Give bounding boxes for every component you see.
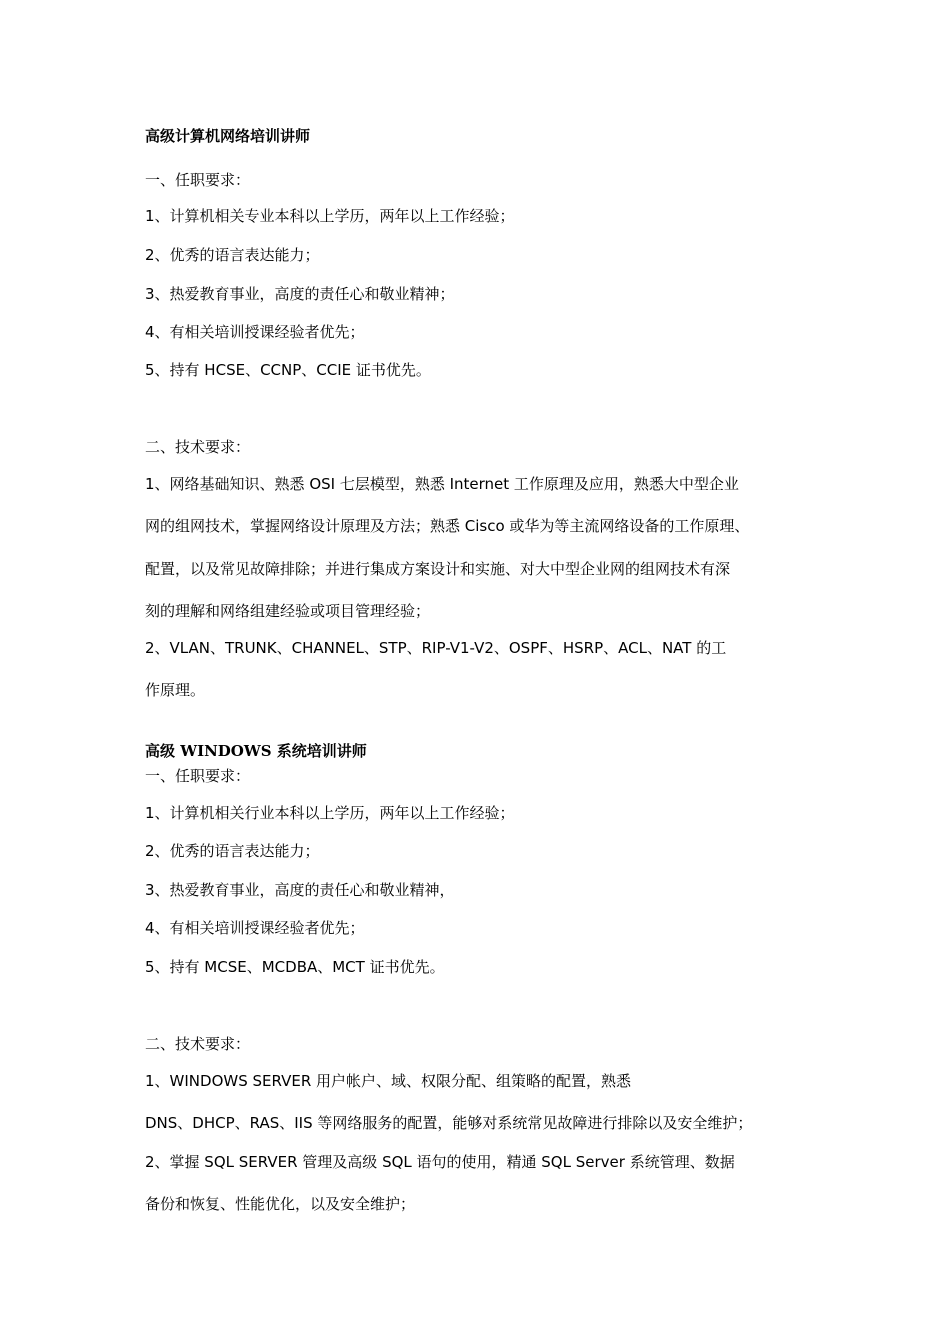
section1-tech-req-line: 配置，以及常见故障排除；并进行集成方案设计和实施、对大中型企业网的组网技术有深 (145, 560, 731, 578)
section1-tech-req-line: 刻的理解和网络组建经验或项目管理经验； (145, 602, 431, 620)
section2-job-req-item: 1、计算机相关行业本科以上学历，两年以上工作经验； (145, 804, 515, 822)
section2-tech-req-heading: 二、技术要求： (145, 1035, 251, 1053)
section1-job-req-item: 2、优秀的语言表达能力； (145, 246, 320, 264)
section1-title: 高级计算机网络培训讲师 (145, 127, 311, 145)
section2-job-req-item: 5、持有 MCSE、MCDBA、MCT 证书优先。 (145, 958, 445, 976)
section1-job-req-heading: 一、任职要求： (145, 171, 251, 189)
section1-tech-req-heading: 二、技术要求： (145, 438, 251, 456)
section2-job-req-item: 4、有相关培训授课经验者优先； (145, 919, 365, 937)
section2-tech-req-line: 2、掌握 SQL SERVER 管理及高级 SQL 语句的使用，精通 SQL Server 系统管理、数据 (145, 1153, 735, 1171)
section2-tech-req-line: DNS、DHCP、RAS、IIS 等网络服务的配置，能够对系统常见故障进行排除以及安全维护； (145, 1114, 753, 1132)
section1-job-req-item: 4、有相关培训授课经验者优先； (145, 323, 365, 341)
section2-job-req-heading: 一、任职要求： (145, 767, 251, 785)
section1-tech-req-line: 作原理。 (145, 681, 206, 699)
section1-job-req-item: 5、持有 HCSE、CCNP、CCIE 证书优先。 (145, 361, 431, 379)
section1-tech-req-line: 1、网络基础知识、熟悉 OSI 七层模型，熟悉 Internet 工作原理及应用，熟悉大中型企业 (145, 475, 739, 493)
section2-job-req-item: 2、优秀的语言表达能力； (145, 842, 320, 860)
section2-tech-req-line: 1、WINDOWS SERVER 用户帐户、域、权限分配、组策略的配置，熟悉 (145, 1072, 632, 1090)
section1-tech-req-line: 2、VLAN、TRUNK、CHANNEL、STP、RIP-V1-V2、OSPF、HSRP、ACL、NAT 的工 (145, 639, 727, 657)
section2-job-req-item: 3、热爱教育事业，高度的责任心和敬业精神， (145, 881, 455, 899)
section1-job-req-item: 1、计算机相关专业本科以上学历，两年以上工作经验； (145, 207, 515, 225)
section1-job-req-item: 3、热爱教育事业，高度的责任心和敬业精神； (145, 285, 455, 303)
section2-title: 高级 WINDOWS 系统培训讲师 (145, 742, 367, 760)
section1-tech-req-line: 网的组网技术，掌握网络设计原理及方法；熟悉 Cisco 或华为等主流网络设备的工作原理、 (145, 517, 750, 535)
section2-tech-req-line: 备份和恢复、性能优化，以及安全维护； (145, 1195, 416, 1213)
